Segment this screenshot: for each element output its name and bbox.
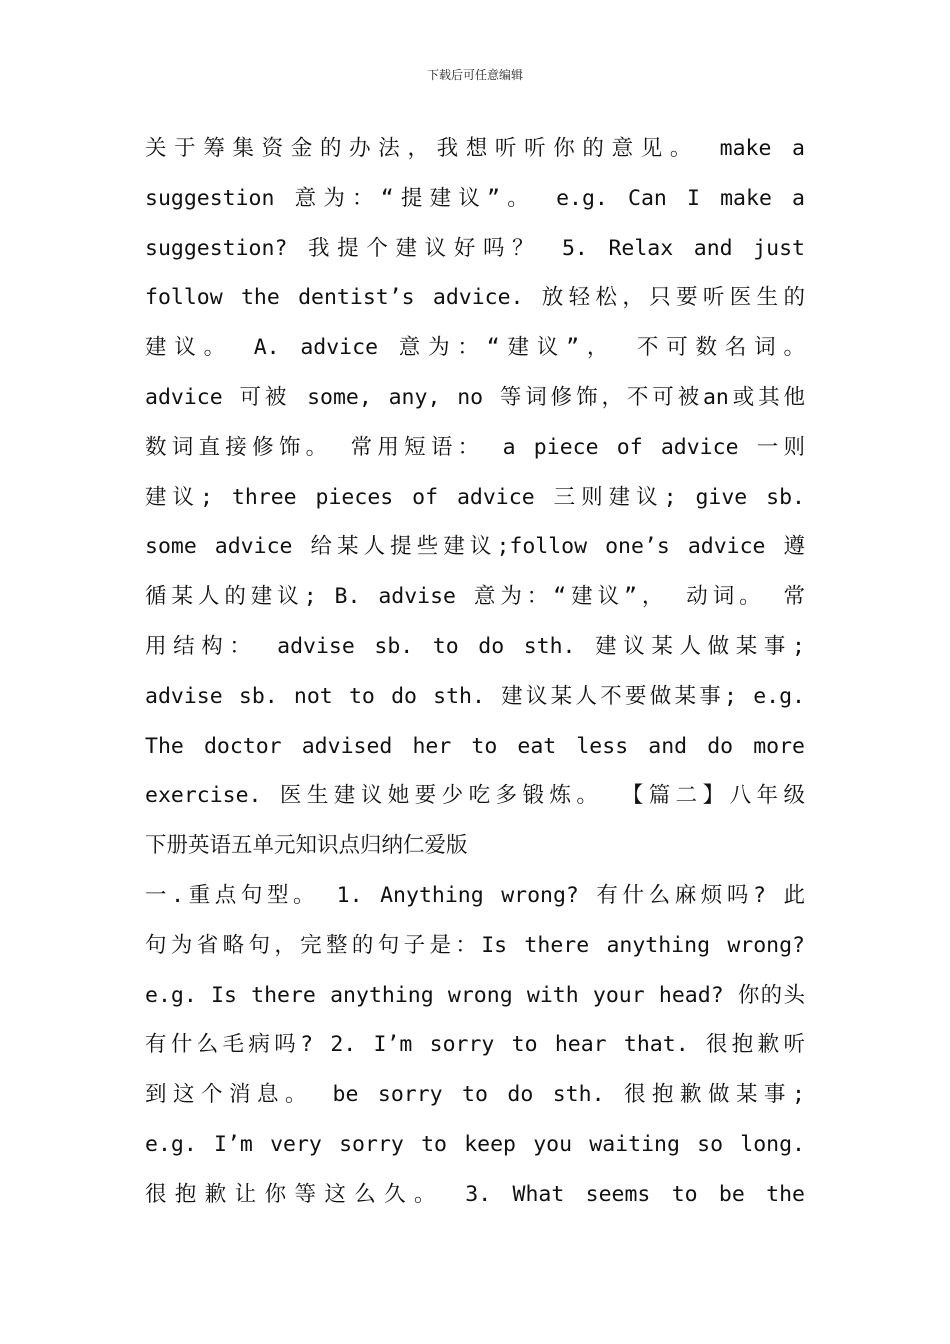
text-line: 建议。 A. advice 意为：“建议”， 不可数名词。 <box>145 335 805 361</box>
text-line: 建议; three pieces of advice 三则建议; give sb. <box>145 484 805 510</box>
text-line: 数词直接修饰。 常用短语： a piece of advice 一则 <box>145 434 805 460</box>
text-line: follow the dentist’s advice. 放轻松，只要听医生的 <box>145 285 805 311</box>
text-line: suggestion? 我提个建议好吗？ 5. Relax and just <box>145 235 805 261</box>
text-line: The doctor advised her to eat less and do more <box>145 733 805 759</box>
body-text <box>145 124 805 1220</box>
text-line: 用结构： advise sb. to do sth. 建议某人做某事; <box>145 633 805 659</box>
text-line: 循某人的建议; B. advise 意为：“建议”， 动词。 常 <box>145 584 805 610</box>
text-line: some advice 给某人提些建议;follow one’s advice 遵 <box>145 534 805 560</box>
text-line: e.g. I’m very sorry to keep you waiting so long. <box>145 1131 805 1157</box>
text-line: 关于筹集资金的办法，我想听听你的意见。 make a <box>145 136 805 161</box>
header-note: 下载后可任意编辑 <box>426 68 523 82</box>
text-line: 一.重点句型。 1. Anything wrong? 有什么麻烦吗? 此 <box>145 882 805 908</box>
text-line: 到这个消息。 be sorry to do sth. 很抱歉做某事; <box>145 1082 805 1108</box>
text-line: advise sb. not to do sth. 建议某人不要做某事; e.g. <box>145 683 805 709</box>
text-line: 下册英语五单元知识点归纳仁爱版 <box>145 833 468 859</box>
text-line: 有什么毛病吗? 2. I’m sorry to hear that. 很抱歉听 <box>145 1032 805 1058</box>
text-line: e.g. Is there anything wrong with your head? 你的头 <box>145 982 805 1008</box>
text-line: exercise. 医生建议她要少吃多锻炼。 【篇二】八年级 <box>145 783 805 809</box>
text-line: 句为省略句，完整的句子是：Is there anything wrong? <box>145 932 805 958</box>
text-line: 很抱歉让你等这么久。 3. What seems to be the <box>145 1181 805 1207</box>
text-line: suggestion 意为：“提建议”。 e.g. Can I make a <box>145 185 805 211</box>
text-line: advice 可被 some, any, no 等词修饰，不可被an或其他 <box>145 384 805 410</box>
